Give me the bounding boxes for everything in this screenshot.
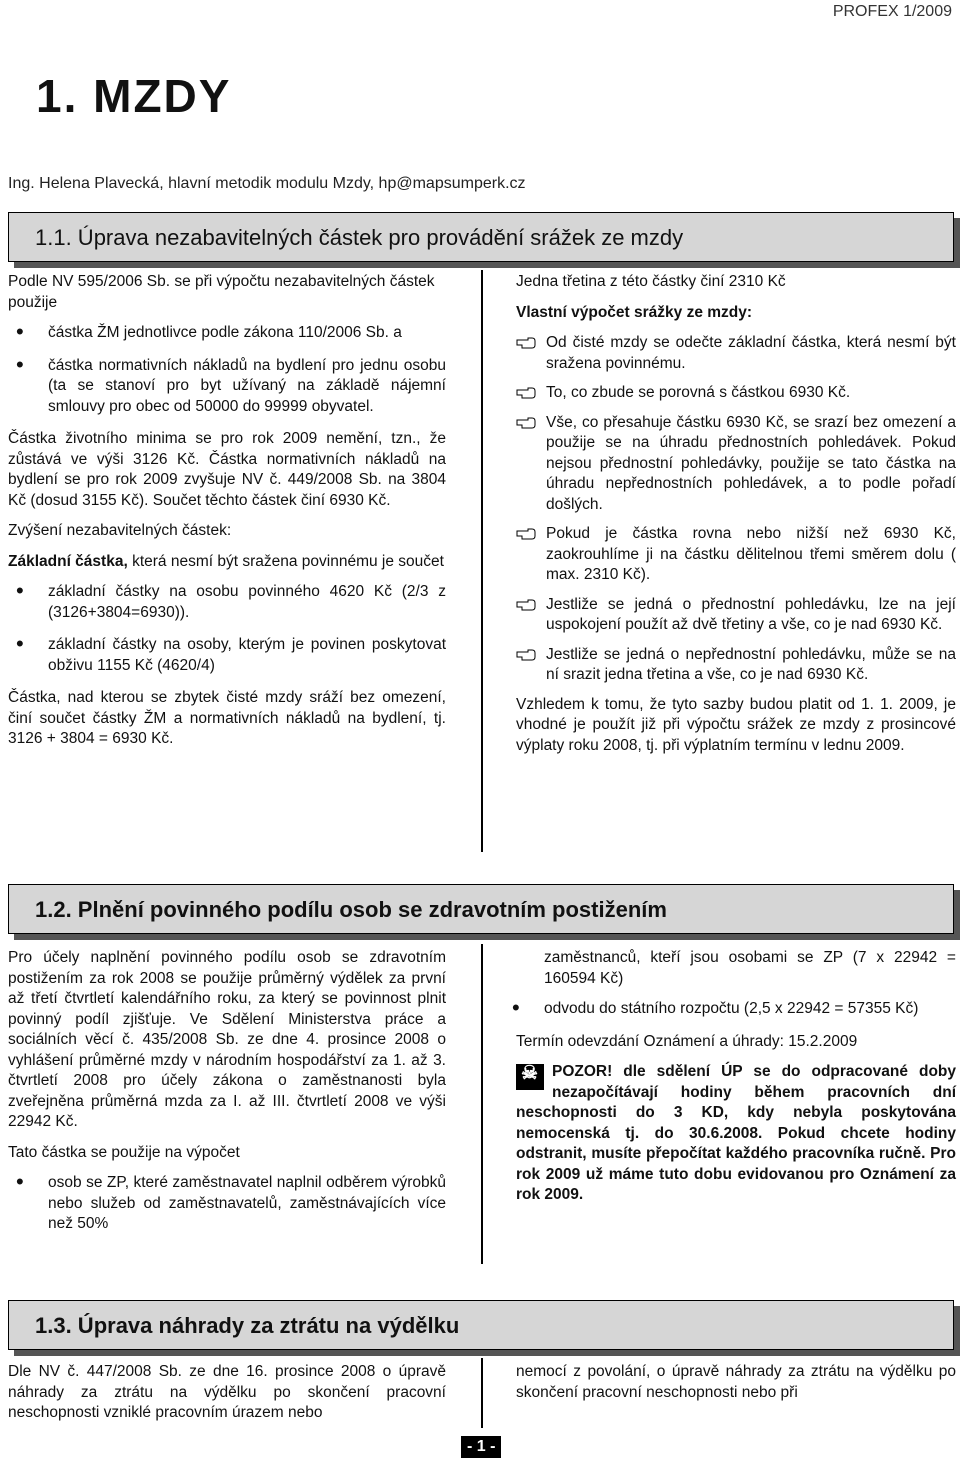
pointing-hand-icon [516, 528, 536, 540]
list-item: • základní částky na osobu povinného 4620 Kč (2/3 z (3126+3804=6930)). [8, 582, 446, 623]
list-item: • odvodu do státního rozpočtu (2,5 x 22942 = 57355 Kč) [504, 999, 956, 1020]
paragraph: Jedna třetina z této částky činí 2310 Kč [516, 273, 786, 290]
paragraph: Částka životního minima se pro rok 2009 nemění, tzn., že zůstává ve výši 3126 Kč. Částka normativních nákladů na bydlení se pro rok 2009 zvyšuje NV č. 449/2008 Sb. na 3804 Kč (dosud 3155 Kč). Součet těchto částek činí 6930 Kč. [8, 430, 446, 509]
warning-text: POZOR! dle sdělení ÚP se do odpracované doby nezapočítávají hodiny během pracovních dní neschopnosti do 3 KD, kdy nebyla poskytována nemocenská tj. do 30.6.2008. Pokud chcete hodiny odstranit, musíte přepočítat každého pracovníka ručně. Pro rok 2009 už máme tuto dobu evidovanou pro Oznámení za rok 2009. [516, 1063, 956, 1203]
column-divider [481, 1358, 483, 1428]
column-divider [481, 944, 483, 1264]
section-1-1-right-column [516, 272, 956, 766]
pointing-hand-icon [516, 387, 536, 399]
pointing-hand-icon [516, 337, 536, 349]
hand-list [516, 333, 956, 686]
list-item-text: Jestliže se jedná o nepřednostní pohledávku, může se na ní srazit jedna třetina a vše, co je nad 6930 Kč. [546, 645, 956, 683]
list-item: • částka ŽM jednotlivce podle zákona 110/2006 Sb. a [8, 323, 446, 344]
list-item [516, 645, 956, 686]
paragraph: Podle NV 595/2006 Sb. se při výpočtu nezabavitelných částek použije [8, 273, 435, 311]
list-item-text: To, co zbude se porovná s částkou 6930 Kč. [546, 384, 851, 401]
section-1-1-left-column [8, 272, 446, 760]
list-item [516, 524, 956, 586]
list-item: • částka normativních nákladů na bydlení pro jednu osobu (ta se stanoví pro byt užívaný na základě nájemní smlouvy pro obec od 50000 do 99999 obyvatel. [8, 356, 446, 418]
section-1-3-right-column: nemocí z povolání, o úpravě náhrady za ztrátu na výdělku po skončení pracovní neschopnosti nebo při [516, 1363, 956, 1401]
section-1-2-left-column [8, 948, 446, 1247]
column-divider [481, 270, 483, 852]
author-line: Ing. Helena Plavecká, hlavní metodik modulu Mzdy, hp@mapsumperk.cz [8, 175, 526, 192]
warning-paragraph [516, 1062, 956, 1206]
list-item-text: Pokud je částka rovna nebo nižší než 6930 Kč, zaokrouhlíme ji na částku dělitelnou třemi směrem dolu ( max. 2310 Kč). [546, 525, 956, 583]
section-1-2-right-column [516, 948, 956, 1216]
paragraph: Pro účely naplnění povinného podílu osob se zdravotním postižením za rok 2008 se použije průměrný výdělek za první až třetí čtvrtletí kalendářního roku, za který se povinnost plnit povinný podíl zjišťuje. Ve Sdělení Ministerstva práce a sociálních věcí č. 435/2008 Sb. ze dne 4. prosince 2008 o vyhlášení průměrné mzdy v národním hospodářství za 1. až 3. čtvrtletí 2008 pro účely zákona o zaměstnanosti byla zveřejněna průměrná mzda za I. až III. čtvrtletí 2008 ve výši 22942 Kč. [8, 949, 446, 1130]
section-1-1-header [8, 212, 954, 262]
section-1-3-left-column: Dle NV č. 447/2008 Sb. ze dne 16. prosince 2008 o úpravě náhrady za ztrátu na výdělku po skončení pracovní neschopnosti vzniklé pracovním úrazem nebo [8, 1363, 446, 1421]
section-1-3-title: 1.3. Úprava náhrady za ztrátu na výdělku [35, 1313, 460, 1338]
pointing-hand-icon [516, 599, 536, 611]
text: která nesmí být sražena povinnému je součet [127, 552, 444, 570]
bold-text: Základní částka, [8, 552, 128, 570]
list-item-text: Vše, co přesahuje částku 6930 Kč, se srazí bez omezení a použije se na úhradu přednostních pohledávek. Pokud nejsou přednostní pohledávky, použije se tato částka na úhradu nepřednostních pohledávek, a to podle pořadí došlých. [546, 413, 956, 513]
paragraph [8, 552, 446, 573]
page-number: - 1 - [461, 1436, 501, 1458]
list-item: • základní částky na osoby, kterým je povinen poskytovat obživu 1155 Kč (4620/4) [8, 635, 446, 676]
list-item [516, 383, 956, 404]
list-item-text: Jestliže se jedná o přednostní pohledávku, lze na její uspokojení použít až dvě třetiny a vše, co je nad 6930 Kč. [546, 595, 956, 633]
paragraph: Termín odevzdání Oznámení a úhrady: 15.2.2009 [516, 1032, 858, 1050]
subheading: Vlastní výpočet srážky ze mzdy: [516, 303, 753, 321]
list-item: • osob se ZP, které zaměstnavatel naplnil odběrem výrobků nebo služeb od zaměstnavatelů, zaměstnávajících více než 50% [8, 1173, 446, 1235]
section-1-3-header [8, 1300, 954, 1350]
list-item [516, 595, 956, 636]
header-tag: PROFEX 1/2009 [832, 3, 952, 20]
warning-skull-icon [516, 1064, 544, 1090]
section-1-1-title: 1.1. Úprava nezabavitelných částek pro provádění srážek ze mzdy [35, 225, 684, 250]
bullet-list [8, 582, 446, 676]
paragraph: Vzhledem k tomu, že tyto sazby budou platit od 1. 1. 2009, je vhodné je použít již při výpočtu srážek ze mzdy z prosincové výplaty roku 2008, tj. při výplatním termínu v lednu 2009. [516, 695, 956, 754]
list-item [516, 333, 956, 374]
paragraph: Zvýšení nezabavitelných částek: [8, 522, 232, 539]
bullet-list [504, 999, 956, 1020]
bullet-list [8, 323, 446, 417]
pointing-hand-icon [516, 417, 536, 429]
bullet-list [8, 1173, 446, 1235]
list-item [516, 413, 956, 516]
paragraph: Tato částka se použije na výpočet [8, 1143, 240, 1161]
section-1-2-title: 1.2. Plnění povinného podílu osob se zdravotním postižením [35, 897, 667, 922]
section-1-2-header [8, 884, 954, 934]
list-item-text: Od čisté mzdy se odečte základní částka, která nesmí být sražena povinnému. [546, 334, 956, 372]
pointing-hand-icon [516, 649, 536, 661]
paragraph: Částka, nad kterou se zbytek čisté mzdy sráží bez omezení, činí součet částky ŽM a normativních nákladů na bydlení, tj. 3126 + 3804 = 6930 Kč. [8, 689, 446, 747]
chapter-title: 1. MZDY [36, 70, 232, 122]
paragraph: zaměstnanců, kteří jsou osobami se ZP (7 x 22942 = 160594 Kč) [544, 949, 956, 987]
